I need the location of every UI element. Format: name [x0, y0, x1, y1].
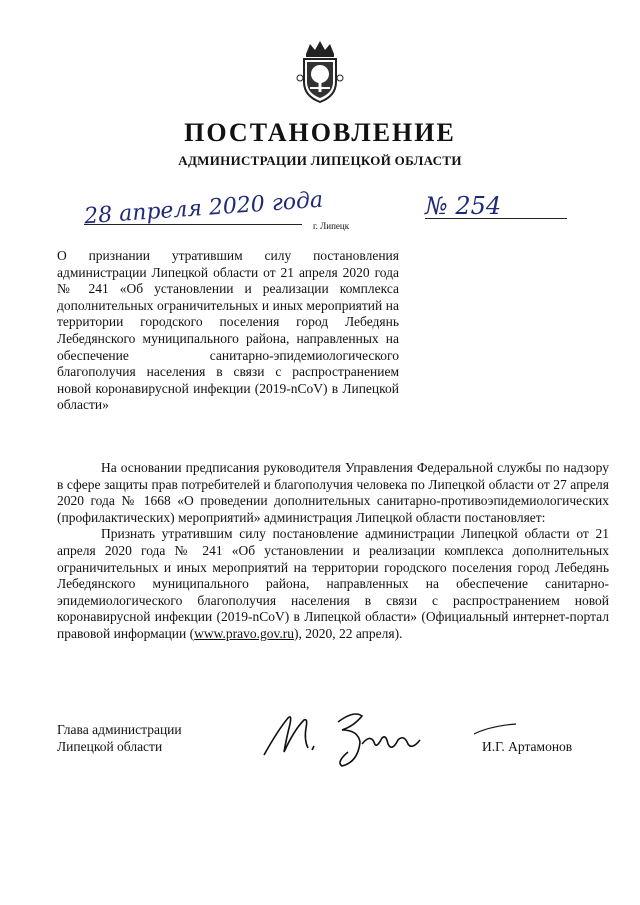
handwritten-signature — [258, 700, 433, 770]
paragraph-tail: ), 2020, 22 апреля). — [293, 625, 403, 641]
document-city: г. Липецк — [313, 221, 350, 231]
pravo-gov-link[interactable]: www.pravo.gov.ru — [194, 625, 294, 641]
number-underline — [425, 218, 567, 219]
body-paragraph — [57, 526, 609, 642]
issuing-authority: АДМИНИСТРАЦИИ ЛИПЕЦКОЙ ОБЛАСТИ — [178, 153, 462, 168]
signatory-name: И.Г. Артамонов — [482, 739, 573, 754]
document-title: ПОСТАНОВЛЕНИЕ — [184, 118, 456, 147]
date-underline — [84, 224, 302, 225]
position-line: Глава администрации — [57, 722, 182, 737]
body-paragraph: На основании предписания руководителя Управления Федеральной службы по надзору в сфере защиты прав потребителей и благополучия человека по Липецкой области от 27 апреля 2020 года № 1668 «О проведении дополнительных санитарно-противоэпидемиологических (профилактических) мероприятий» администрация Липецкой области постановляет: — [57, 460, 609, 525]
signatory-position — [57, 721, 182, 755]
paragraph-text: Признать утратившим силу постановление администрации Липецкой области от 21 апреля 2020 года № 241 «Об установлении и реализации комплекса дополнительных ограничительных и иных мероприятий на территории городского поселения город Лебедянь Лебедянского муниципального района, направленных на обеспечение санитарно-эпидемиологического благополучия населения в связи с распространением новой коронавирусной инфекции (2019-nCoV) в Липецкой области» (Официальный интернет-портал правовой информации ( — [57, 526, 609, 641]
coat-of-arms-icon — [296, 38, 344, 104]
document-number: № 254 — [425, 192, 502, 220]
document-subject: О признании утратившим силу постановления администрации Липецкой области от 21 апреля 2020 года № 241 «Об установлении и реализации комплекса дополнительных ограничительных и иных мероприятий на территории городского поселения город Лебедянь Лебедянского муниципального района, направленных на обеспечение санитарно-эпидемиологического благополучия населения в связи с распространением новой коронавирусной инфекции (2019-nCoV) в Липецкой области» — [57, 248, 399, 413]
document-date: 28 апреля 2020 года — [83, 187, 324, 230]
signature-mark — [470, 722, 520, 736]
position-line: Липецкой области — [57, 739, 163, 754]
document-body — [57, 460, 609, 643]
